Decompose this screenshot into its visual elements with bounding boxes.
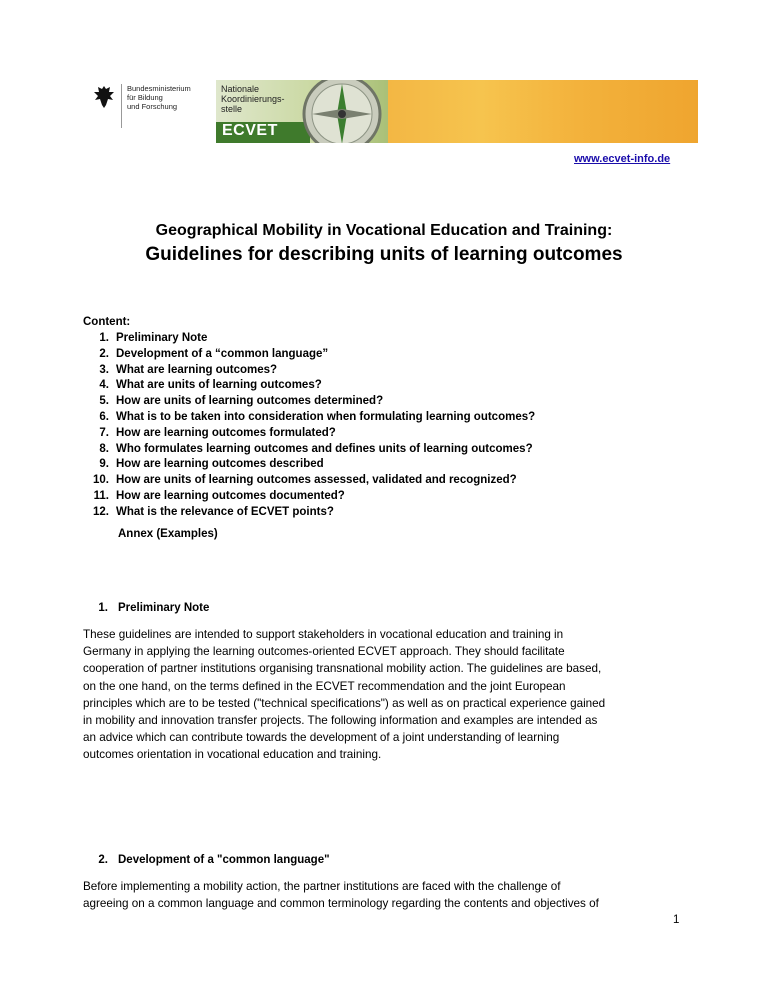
toc-text: Development of a “common language”	[116, 347, 329, 360]
bmbf-logo-text	[127, 84, 191, 111]
paragraph-line: Germany in applying the learning outcomes-oriented ECVET approach. They should facilitate	[83, 645, 565, 659]
toc-text: What is the relevance of ECVET points?	[116, 505, 334, 518]
bmbf-line: und Forschung	[127, 102, 178, 111]
toc-num: 6.	[99, 410, 109, 423]
section-title: Development of a "common language"	[118, 854, 330, 866]
section-title: Preliminary Note	[118, 602, 210, 614]
toc-text: How are units of learning outcomes determined?	[116, 395, 384, 408]
banner-line: Nationale	[221, 84, 260, 94]
toc-item	[83, 348, 535, 364]
toc-num: 12.	[93, 505, 109, 518]
bmbf-line: Bundesministerium	[127, 84, 191, 93]
toc-item	[83, 364, 535, 380]
toc-text: What are learning outcomes?	[116, 363, 278, 376]
document-title: Geographical Mobility in Vocational Education and Training:	[155, 222, 613, 239]
toc-num: 9.	[99, 458, 109, 471]
toc-num: 2.	[99, 347, 109, 360]
page-number: 1	[673, 914, 680, 926]
paragraph-line: in mobility and innovation transfer projects. The following information and examples are intended as	[83, 714, 598, 728]
toc-num: 3.	[99, 363, 109, 376]
toc-text: How are learning outcomes documented?	[116, 489, 345, 502]
banner-ecvet-label: ECVET	[222, 122, 278, 139]
compass-icon	[300, 80, 384, 143]
paragraph-line: outcomes orientation in vocational education and training.	[83, 748, 382, 762]
toc-item	[83, 395, 535, 411]
toc-num: 7.	[99, 426, 109, 439]
toc-item	[83, 332, 535, 348]
paragraph-line: on the one hand, on the terms defined in the ECVET recommendation and the joint European	[83, 679, 566, 693]
toc-text: How are learning outcomes described	[116, 458, 324, 471]
toc-text: Who formulates learning outcomes and defines units of learning outcomes?	[116, 442, 533, 455]
eagle-icon	[93, 84, 115, 110]
banner-line: stelle	[221, 104, 243, 114]
toc-num: 10.	[93, 474, 109, 487]
toc-num: 5.	[99, 395, 109, 408]
toc-item	[83, 490, 535, 506]
ecvet-banner	[216, 80, 698, 143]
toc-item	[83, 474, 535, 490]
toc-num: 1.	[99, 332, 109, 344]
banner-line: Koordinierungs-	[221, 94, 285, 104]
toc-text: What is to be taken into consideration when formulating learning outcomes?	[116, 410, 536, 423]
toc-num: 4.	[99, 379, 109, 392]
section-heading	[83, 602, 209, 614]
paragraph-line: Before implementing a mobility action, the partner institutions are faced with the challenge of	[83, 880, 561, 893]
toc-num: 8.	[99, 442, 109, 455]
paragraph-line: cooperation of partner institutions organising transnational mobility action. The guidelines are based,	[83, 662, 602, 676]
toc-text: How are learning outcomes formulated?	[116, 426, 336, 439]
section-paragraph	[83, 626, 703, 764]
bmbf-logo	[93, 84, 191, 128]
toc-num: 11.	[93, 489, 109, 502]
bmbf-line: für Bildung	[127, 93, 163, 102]
toc-text: How are units of learning outcomes assessed, validated and recognized?	[116, 474, 517, 487]
toc-text: What are units of learning outcomes?	[116, 379, 322, 392]
paragraph-line: These guidelines are intended to support stakeholders in vocational education and training in	[83, 628, 564, 641]
toc-item	[83, 443, 535, 459]
banner-org-name	[221, 84, 285, 114]
toc-label: Content:	[83, 316, 131, 328]
section-heading	[83, 854, 330, 866]
toc-item	[83, 427, 535, 443]
toc-item	[83, 411, 535, 427]
logo-divider	[121, 84, 122, 128]
table-of-contents	[83, 332, 535, 522]
toc-text: Preliminary Note	[116, 332, 208, 344]
paragraph-line: an advice which can contribute towards the development of a joint understanding of learning	[83, 731, 560, 745]
document-subtitle: Guidelines for describing units of learning outcomes	[145, 244, 623, 265]
section-num: 1.	[98, 602, 108, 614]
website-link[interactable]: www.ecvet-info.de	[574, 153, 671, 165]
toc-item	[83, 379, 535, 395]
paragraph-line: agreeing on a common language and common terminology regarding the contents and objectives of	[83, 897, 599, 911]
section-num: 2.	[98, 854, 108, 866]
section-paragraph	[83, 878, 703, 912]
toc-item	[83, 506, 535, 522]
toc-annex: Annex (Examples)	[118, 528, 218, 540]
toc-item	[83, 458, 535, 474]
paragraph-line: principles which are to be tested ("technical specifications") as well as on practical experience gained	[83, 696, 606, 710]
